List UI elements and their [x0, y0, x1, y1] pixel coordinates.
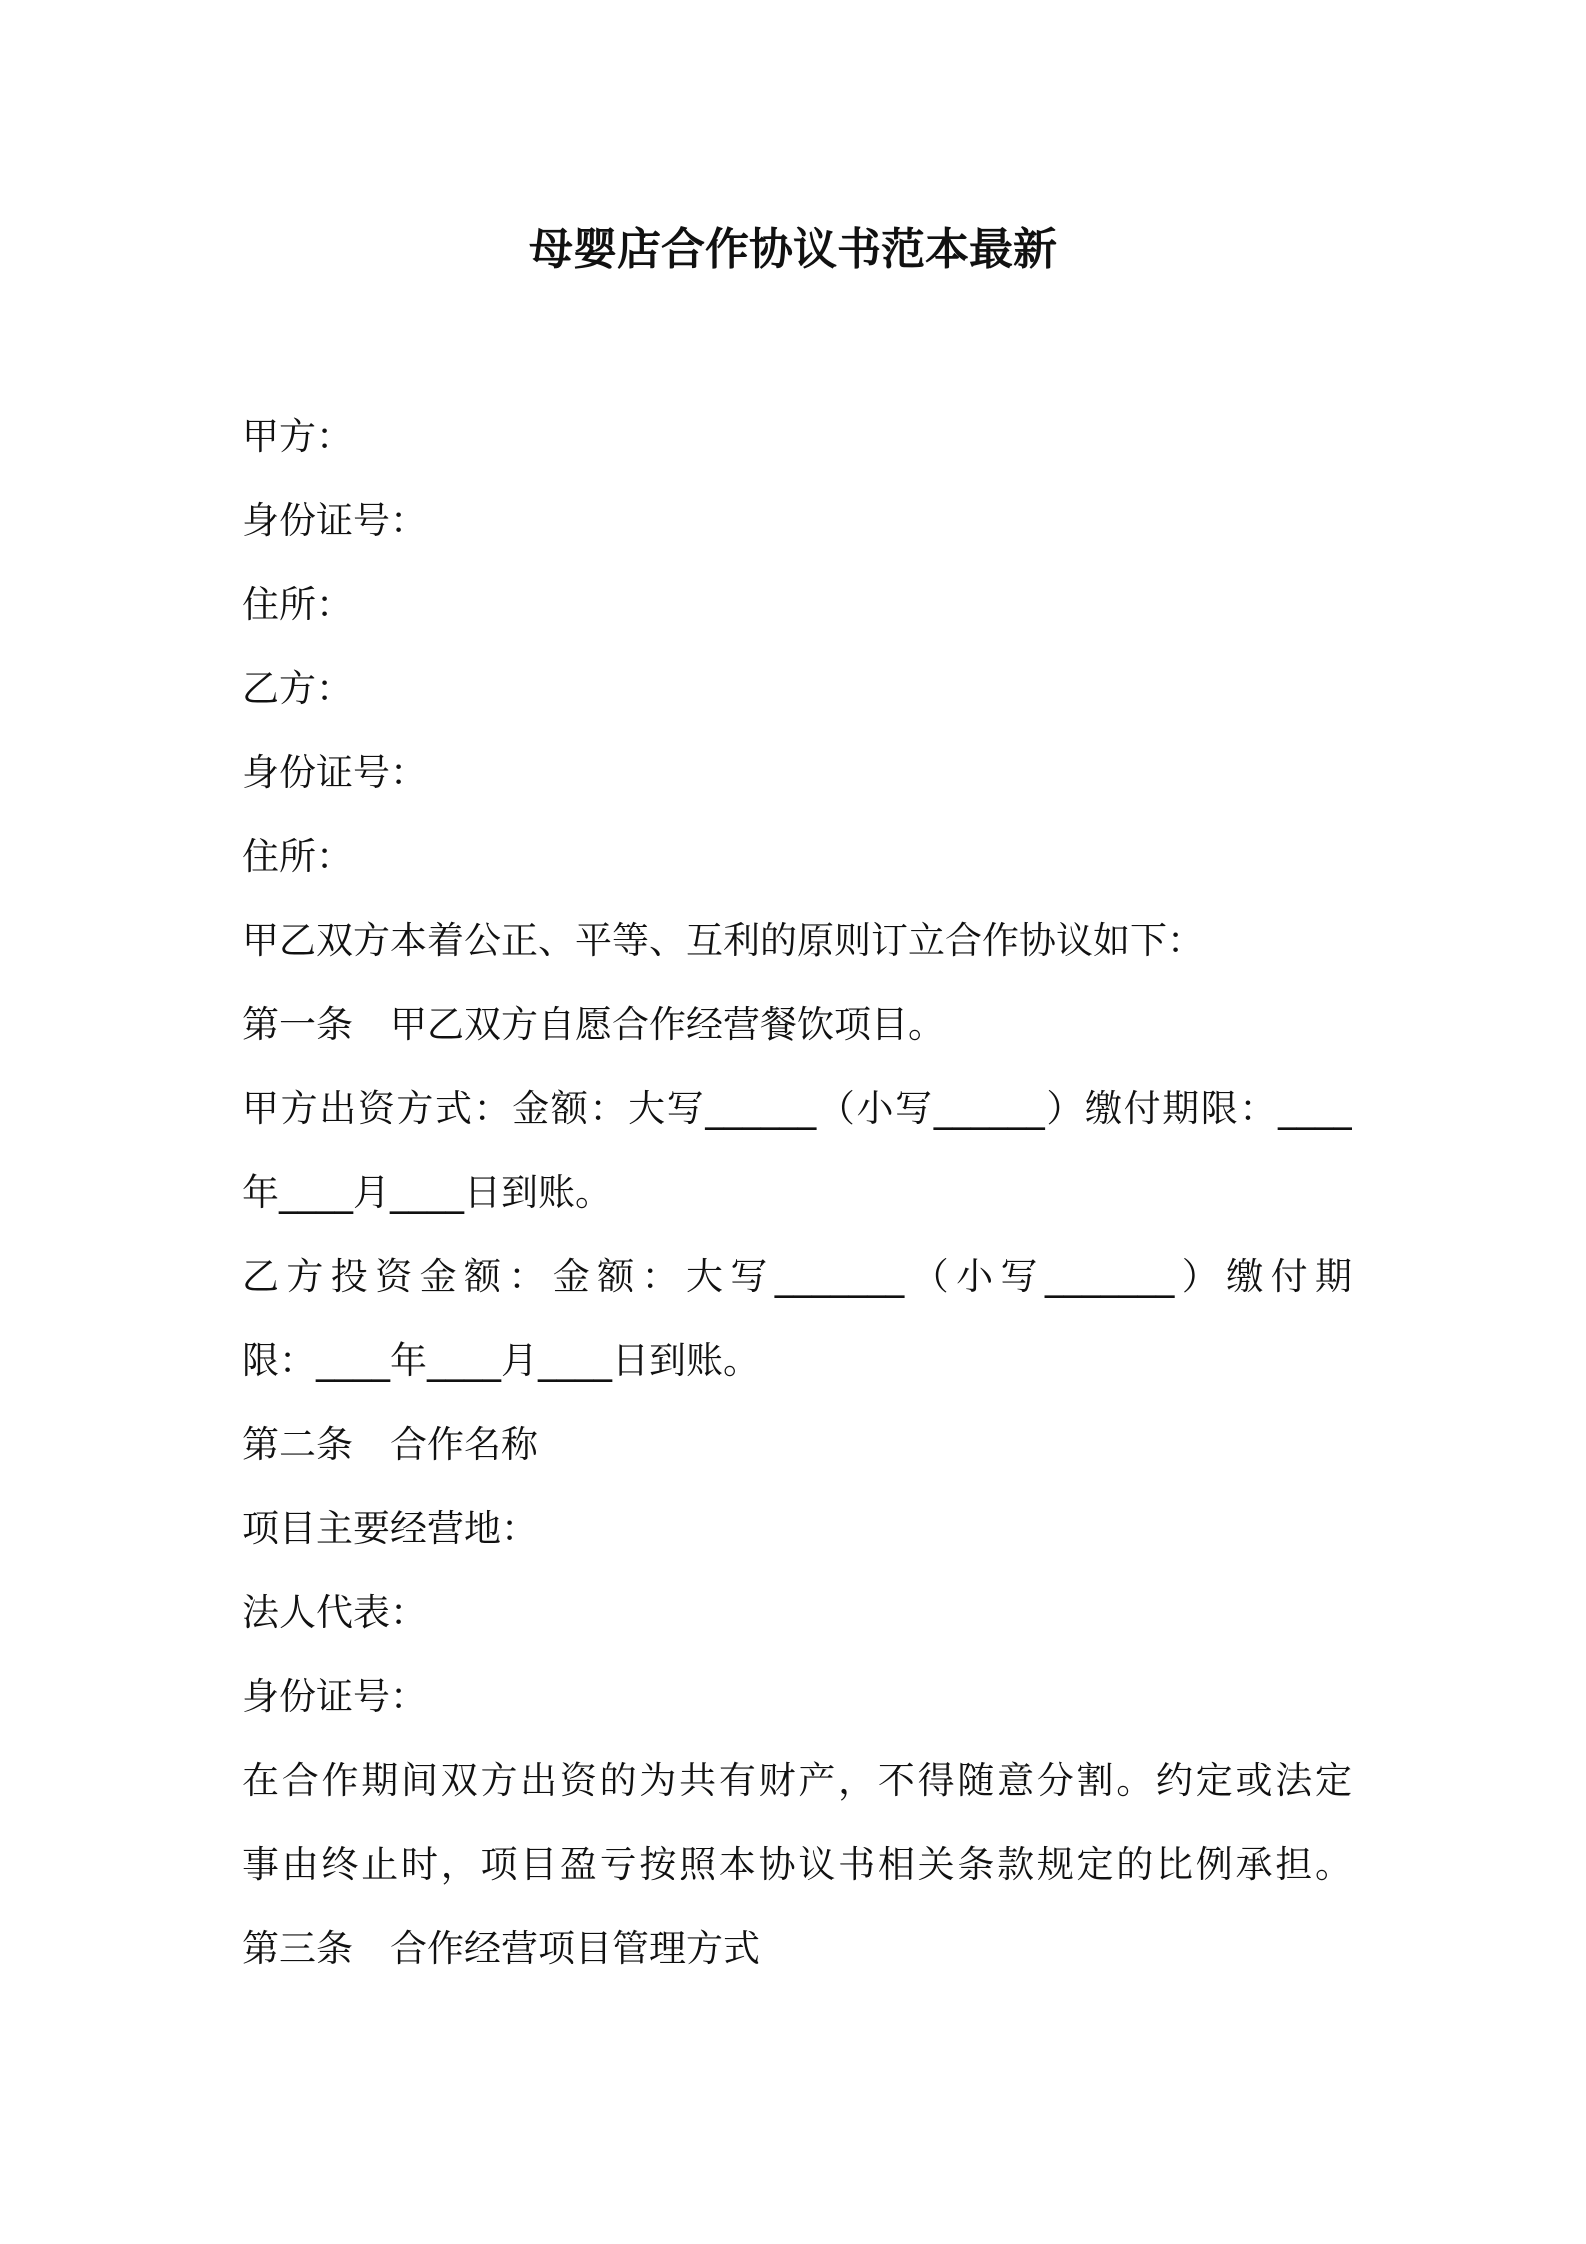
document-body: [242, 395, 1352, 1991]
common-property-line-1: 在合作期间双方出资的为共有财产，不得随意分割。约定或法定: [242, 1759, 1352, 1802]
party-b-id-number-label: 身份证号：: [242, 751, 427, 794]
party-a-contribution-line-2: 年____月____日到账。: [242, 1171, 612, 1214]
legal-representative-label: 法人代表：: [242, 1591, 427, 1634]
party-b-address-label: 住所：: [242, 835, 353, 878]
business-location-label: 项目主要经营地：: [242, 1507, 538, 1550]
party-a-label: 甲方：: [242, 415, 353, 458]
party-a-contribution-line-1: 甲方出资方式：金额：大写______（小写______）缴付期限：____: [242, 1087, 1352, 1130]
common-property-line-2: 事由终止时，项目盈亏按照本协议书相关条款规定的比例承担。: [242, 1843, 1352, 1886]
article-two-heading: 第二条 合作名称: [242, 1423, 538, 1466]
party-a-address-label: 住所：: [242, 583, 353, 626]
document-title: 母婴店合作协议书范本最新: [529, 224, 1057, 275]
agreement-preamble: 甲乙双方本着公正、平等、互利的原则订立合作协议如下：: [242, 919, 1204, 962]
article-one: 第一条 甲乙双方自愿合作经营餐饮项目。: [242, 1003, 945, 1046]
party-a-id-number-label: 身份证号：: [242, 499, 427, 542]
party-b-label: 乙方：: [242, 667, 353, 710]
party-b-investment-line-2: 限：____年____月____日到账。: [242, 1339, 760, 1382]
article-three-heading: 第三条 合作经营项目管理方式: [242, 1927, 760, 1970]
representative-id-number-label: 身份证号：: [242, 1675, 427, 1718]
party-b-investment-line-1: 乙方投资金额：金额：大写_______（小写_______）缴付期: [242, 1255, 1352, 1298]
